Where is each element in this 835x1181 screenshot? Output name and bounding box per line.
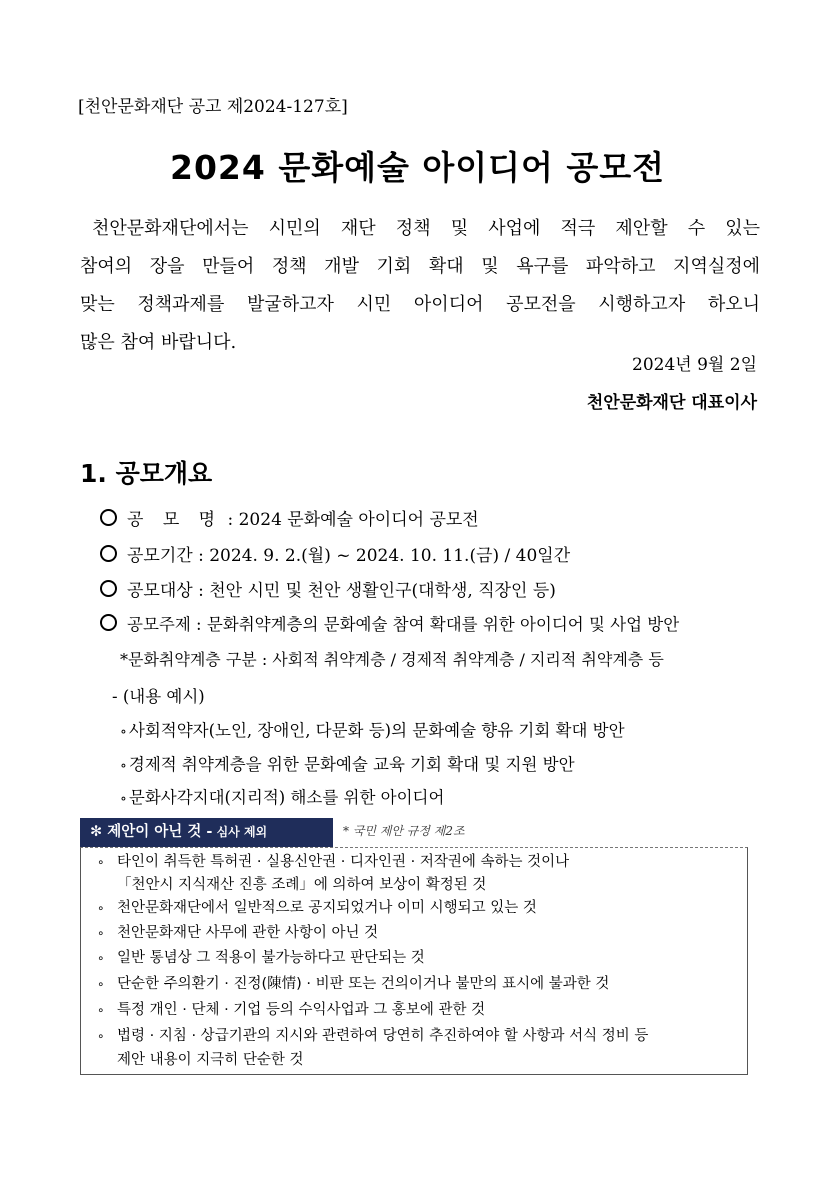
small-ring-icon: ∘: [120, 758, 127, 774]
exclusion-box: [80, 847, 748, 1075]
overview-value: : 문화취약계층의 문화예술 참여 확대를 위한 아이디어 및 사업 방안: [196, 615, 680, 634]
small-ring-icon: ∘: [97, 977, 105, 991]
page-title: 2024 문화예술 아이디어 공모전: [170, 148, 665, 187]
small-ring-icon: ∘: [97, 1003, 105, 1017]
small-ring-icon: ∘: [97, 926, 105, 940]
overview-value: : 2024. 9. 2.(월) ~ 2024. 10. 11.(금) / 40일간: [198, 546, 571, 566]
issuer-name: 천안문화재단 대표이사: [586, 393, 757, 413]
intro-line: 참여의 장을 만들어 정책 개발 기회 확대 및 욕구를 파악하고 지역실정에: [80, 256, 760, 277]
notice-date: 2024년 9월 2일: [632, 355, 757, 375]
small-ring-icon: ∘: [97, 901, 105, 915]
overview-label: 공모대상: [127, 581, 193, 601]
section-heading: 1. 공모개요: [80, 459, 213, 488]
intro-line: 맞는 정책과제를 발굴하고자 시민 아이디어 공모전을 시행하고자 하오니: [80, 294, 760, 315]
example-item: ∘ 문화사각지대(지리적) 해소를 위한 아이디어: [120, 788, 445, 807]
overview-label: 공 모 명: [127, 510, 223, 530]
overview-value: : 2024 문화예술 아이디어 공모전: [227, 510, 479, 530]
exclusion-item: ∘ 타인이 취득한 특허권 · 실용신안권 · 디자인권 · 저작권에 속하는 것이나: [97, 854, 570, 870]
hollow-circle-icon: [100, 545, 117, 562]
example-item: ∘ 사회적약자(노인, 장애인, 다문화 등)의 문화예술 향유 기회 확대 방안: [120, 721, 625, 740]
intro-line: 천안문화재단에서는 시민의 재단 정책 및 사업에 적극 제안할 수 있는: [92, 218, 760, 239]
notice-number: [천안문화재단 공고 제2024-127호]: [78, 97, 348, 117]
overview-item-target: [100, 576, 556, 601]
exclusion-item: ∘ 일반 통념상 그 적용이 불가능하다고 판단되는 것: [97, 950, 425, 966]
overview-item-period: [100, 541, 570, 566]
exclusion-item: ∘ 법령 · 지침 · 상급기관의 지시와 관련하여 당연히 추진하여야 할 사항과 서식 정비 등: [97, 1028, 649, 1044]
overview-item-name: [100, 505, 479, 530]
exclusion-item-continued: 「천안시 지식재산 진흥 조례」에 의하여 보상이 확정된 것: [117, 877, 487, 893]
intro-line: 많은 참여 바랍니다.: [80, 332, 237, 353]
exclusion-item: ∘ 단순한 주의환기 · 진정(陳情) · 비판 또는 건의이거나 불만의 표시에 불과한 것: [97, 976, 610, 992]
intro-paragraph: [80, 210, 760, 362]
small-ring-icon: ∘: [120, 724, 127, 740]
overview-value: : 천안 시민 및 천안 생활인구(대학생, 직장인 등): [198, 581, 556, 601]
overview-label: 공모주제: [127, 615, 191, 634]
hollow-circle-icon: [100, 509, 117, 526]
example-item: ∘ 경제적 취약계층을 위한 문화예술 교육 기회 확대 및 지원 방안: [120, 755, 575, 774]
exclusion-item: ∘ 천안문화재단에서 일반적으로 공지되었거나 이미 시행되고 있는 것: [97, 900, 537, 916]
small-ring-icon: ∘: [97, 951, 105, 965]
exclusion-item: ∘ 특정 개인 · 단체 · 기업 등의 수익사업과 그 홍보에 관한 것: [97, 1002, 486, 1018]
exclusion-box-header: ✻ 제안이 아닌 것 - 심사 제외: [80, 818, 333, 847]
small-ring-icon: ∘: [97, 1029, 105, 1043]
exclusion-item: ∘ 천안문화재단 사무에 관한 사항이 아닌 것: [97, 925, 379, 941]
examples-label: - (내용 예시): [112, 687, 205, 706]
classification-note: *문화취약계층 구분 : 사회적 취약계층 / 경제적 취약계층 / 지리적 취약계층 등: [120, 650, 664, 669]
small-ring-icon: ∘: [97, 855, 105, 869]
hollow-circle-icon: [100, 580, 117, 597]
overview-item-theme: [100, 611, 679, 635]
exclusion-item-continued: 제안 내용이 지극히 단순한 것: [117, 1052, 304, 1068]
hollow-circle-icon: [100, 614, 117, 631]
exclusion-box-note: * 국민 제안 규정 제2조: [343, 824, 465, 838]
overview-label: 공모기간: [127, 546, 193, 566]
small-ring-icon: ∘: [120, 791, 127, 807]
